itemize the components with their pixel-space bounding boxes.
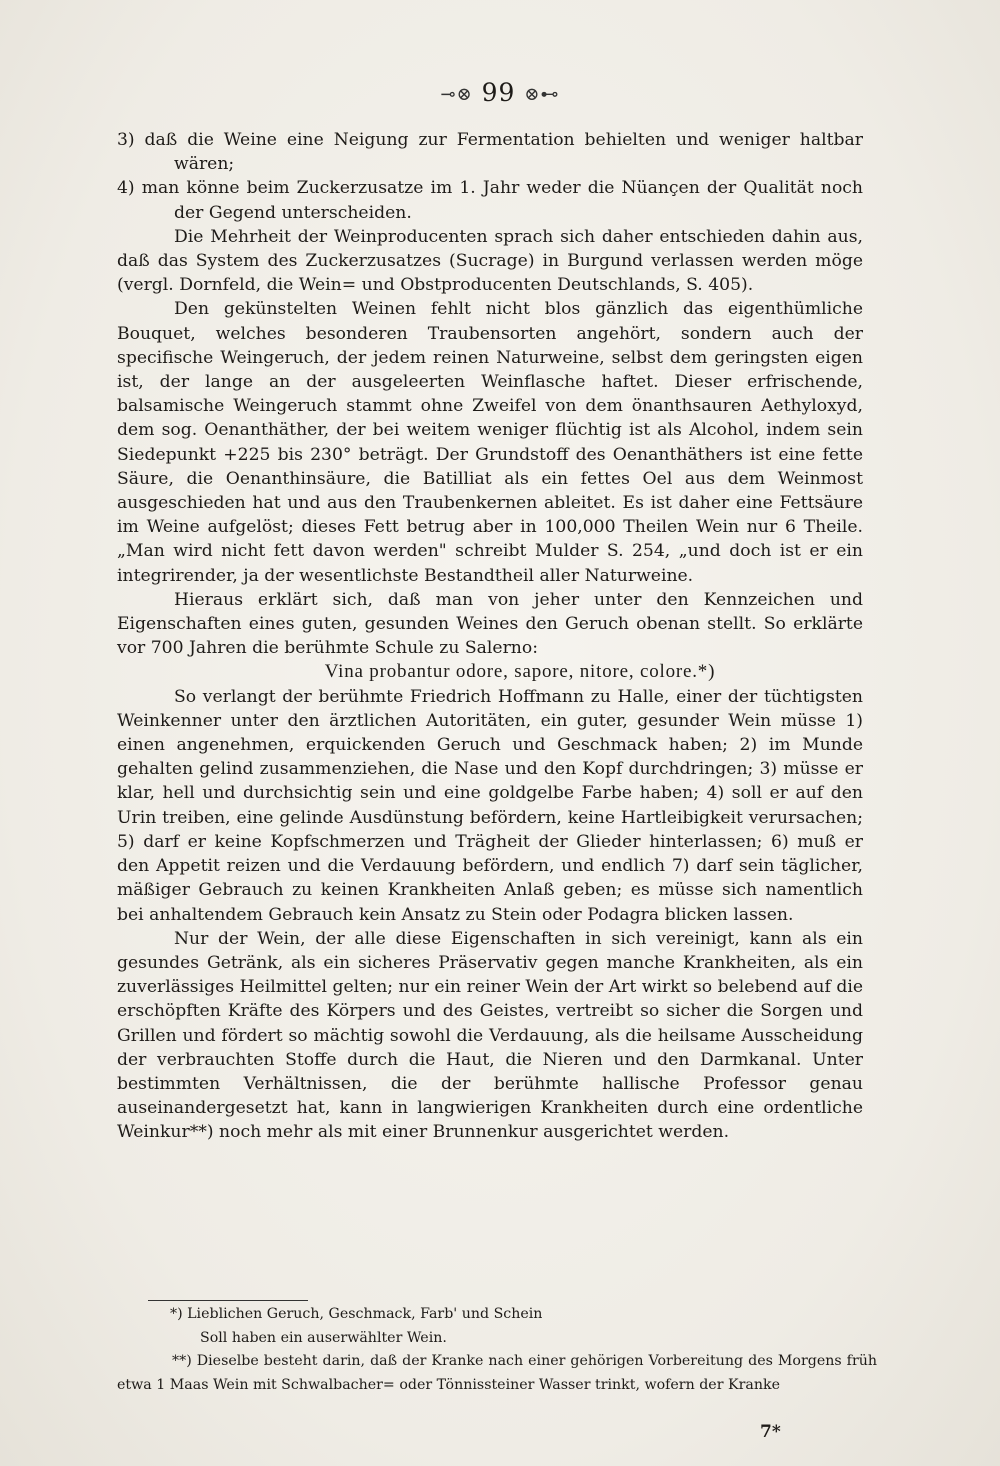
footnote-1-line-2: Soll haben ein auserwählter Wein. bbox=[200, 1329, 447, 1346]
list-item-3: 3) daß die Weine eine Neigung zur Fermentation behielten und weniger haltbar wären; bbox=[117, 130, 863, 175]
latin-quote: Vina probantur odore, sapore, nitore, colore.*) bbox=[324, 661, 716, 683]
paragraph-majority: Die Mehrheit der Weinproducenten sprach sich daher entschieden dahin aus, daß das System des Zuckerzusatzes (Sucrage) in Burgund verlassen werden möge (vergl. Dornfeld, die Wein= und Obstproducenten Deutschlands, S. 405). bbox=[117, 226, 863, 296]
paragraph-artificial-wines: Den gekünstelten Weinen fehlt nicht blos gänzlich das eigenthümliche Bouquet, welches besonderen Traubensorten angehört, sondern auch der specifische Weingeruch, der jedem reinen Naturweine, selbst dem geringsten eigen ist, der lange an der ausgeleerten Weinflasche haftet. Dieser erfrischende, balsamische Weingeruch stammt ohne Zweifel von dem önanthsauren Aethyloxyd, dem sog. Oenanthäther, der bei weitem weniger flüchtig ist als Alcohol, indem sein Siedepunkt +225 bis 230° beträgt. Der Grundstoff des Oenanthäthers ist eine fette Säure, die Oenanthinsäure, die Batilliat als ein fettes Oel aus dem Weinmost ausgeschieden hat und aus den Traubenkernen ableitet. Es ist daher eine Fettsäure im Weine aufgelöst; dieses Fett betrug aber in 100,000 Theilen Wein nur 6 Theile. „Man wird nicht fett davon werden" schreibt Mulder S. 254, „und doch ist er ein integrirender, ja der wesentlichste Bestandtheil aller Naturweine. bbox=[117, 299, 863, 586]
footnote-divider bbox=[148, 1300, 308, 1301]
main-text bbox=[117, 128, 863, 1145]
footnote-1-line-1: *) Lieblichen Geruch, Geschmack, Farb' und Schein bbox=[170, 1306, 543, 1322]
left-ornament: ⊸⊗ bbox=[440, 84, 473, 105]
page-header bbox=[0, 78, 1000, 107]
paragraph-hoffmann: So verlangt der berühmte Friedrich Hoffmann zu Halle, einer der tüchtigsten Weinkenner unter den ärztlichen Autoritäten, ein guter, gesunder Wein müsse 1) einen angenehmen, erquickenden Geruch und Geschmack haben; 2) im Munde gehalten gelind zusammenziehen, die Nase und den Kopf durchdringen; 3) müsse er klar, hell und durchsichtig sein und eine goldgelbe Farbe haben; 4) soll er auf den Urin treiben, eine gelinde Ausdünstung befördern, keine Hartleibigkeit verursachen; 5) darf er keine Kopfschmerzen und Trägheit der Glieder hinterlassen; 6) muß er den Appetit reizen und die Verdauung befördern, und endlich 7) darf sein täglicher, mäßiger Gebrauch zu keinen Krankheiten Anlaß geben; es müsse sich namentlich bei anhaltendem Gebrauch kein Ansatz zu Stein oder Podagra blicken lassen. bbox=[117, 686, 863, 925]
page-number: 99 bbox=[481, 78, 516, 107]
signature-mark: 7* bbox=[760, 1422, 781, 1442]
paragraph-salerno: Hieraus erklärt sich, daß man von jeher unter den Kennzeichen und Eigenschaften eines guten, gesunden Weines den Geruch obenan stellt. So erklärte vor 700 Jahren die berühmte Schule zu Salerno: bbox=[117, 589, 863, 659]
paragraph-pure-wine: Nur der Wein, der alle diese Eigenschaften in sich vereinigt, kann als ein gesundes Getränk, als ein sicheres Präservativ gegen manche Krankheiten, als ein zuverlässiges Heilmittel gelten; nur ein reiner Wein der Art wirkt so belebend auf die erschöpften Kräfte des Körpers und des Geistes, vertreibt so sicher die Sorgen und Grillen und fördert so mächtig sowohl die Verdauung, als die heilsame Ausscheidung der verbrauchten Stoffe durch die Haut, die Nieren und den Darmkanal. Unter bestimmten Verhältnissen, die der berühmte hallische Professor genau auseinandergesetzt hat, kann in langwierigen Krankheiten durch eine ordentliche Weinkur**) noch mehr als mit einer Brunnenkur ausgerichtet werden. bbox=[117, 928, 863, 1143]
right-ornament: ⊗⊷ bbox=[524, 84, 560, 105]
footnotes bbox=[117, 1303, 877, 1397]
list-item-4: 4) man könne beim Zuckerzusatze im 1. Jahr weder die Nüançen der Qualität noch der Gegend unterscheiden. bbox=[117, 178, 863, 223]
footnote-2: **) Dieselbe besteht darin, daß der Kranke nach einer gehörigen Vorbereitung des Morgens früh etwa 1 Maas Wein mit Schwalbacher= oder Tönnissteiner Wasser trinkt, wofern der Kranke bbox=[117, 1353, 877, 1393]
